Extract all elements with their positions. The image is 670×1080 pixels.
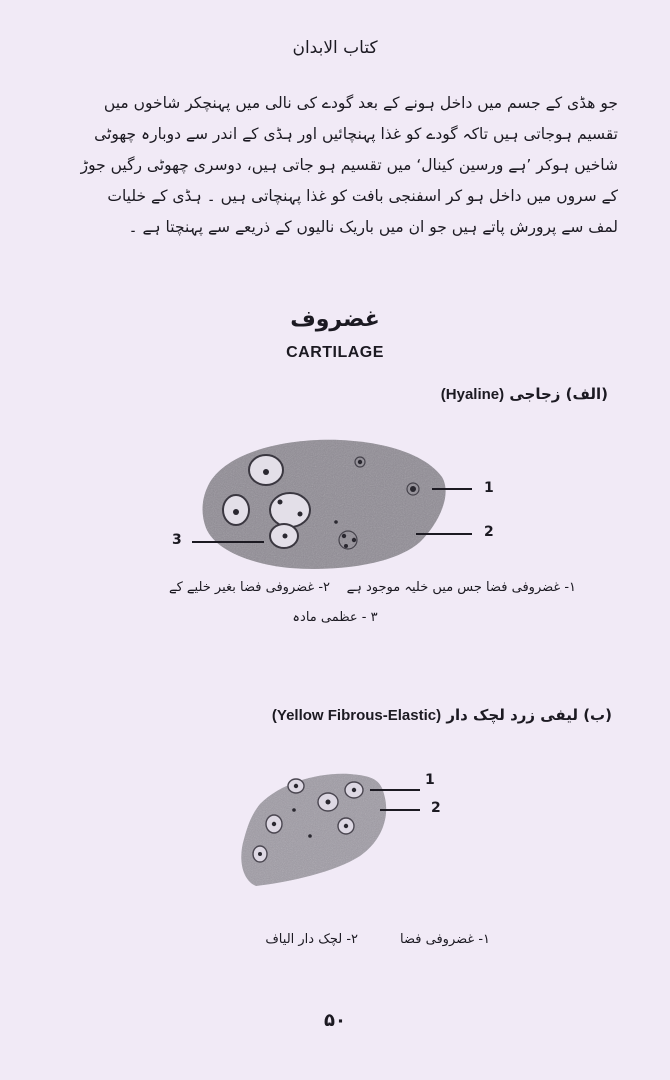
hyaline-heading-english: (Hyaline): [440, 386, 505, 403]
paragraph-line: لمف سے پرورش پاتے ہیں جو ان میں باریک نالیوں کے ذریعے سے پہنچتا ہے ۔: [128, 218, 618, 236]
section-title-urdu: غضروف: [290, 307, 380, 332]
hyaline-heading-urdu: (الف) زجاجی: [509, 385, 608, 403]
elastic-figure-label-1: 1: [425, 772, 435, 788]
section-title-english: CARTILAGE: [286, 344, 384, 361]
elastic-cartilage-illustration: [230, 764, 440, 894]
hyaline-caption-1: ۱- غضروفی فضا جس میں خلیہ موجود ہے: [346, 580, 576, 595]
hyaline-caption-3: ۳ - عظمی مادہ: [292, 610, 378, 625]
hyaline-caption-2: ۲- غضروفی فضا بغیر خلیے کے: [168, 580, 330, 595]
figure-label-1: 1: [484, 480, 494, 496]
hyaline-cartilage-illustration: [170, 432, 490, 582]
elastic-figure-label-2: 2: [431, 800, 441, 816]
elastic-caption-1: ۱- غضروفی فضا: [400, 932, 490, 947]
figure-label-3: 3: [172, 532, 182, 548]
elastic-caption-2: ۲- لچک دار الیاف: [265, 932, 358, 947]
running-header: كتاب الابدان: [292, 38, 378, 58]
paragraph-line: کے سروں میں داخل ہو کر اسفنجی بافت کو غذا پہنچاتی ہیں ۔ ہڈی کے خلیات: [107, 187, 618, 205]
elastic-heading-english: (Yellow Fibrous-Elastic): [271, 707, 442, 724]
paragraph-line: تقسیم ہوجاتی ہیں تاکہ گودے کو غذا پہنچائیں اور ہڈی کے اندر سے دوبارہ چھوٹی: [94, 125, 618, 143]
elastic-heading-urdu: (ب) لیفی زرد لچک دار: [446, 706, 612, 724]
paragraph-line: شاخیں ہوکر ’ہے ورسین کینال‘ میں تقسیم ہو جاتی ہیں، دوسری چھوٹی رگیں جوڑ: [80, 156, 618, 174]
hyaline-heading: [441, 385, 608, 403]
page-number: ۵۰: [324, 1010, 346, 1031]
paragraph-line: جو هڈی کے جسم میں داخل ہونے کے بعد گودے کی نالی میں پہنچکر شاخوں میں: [103, 94, 618, 112]
body-paragraph: [52, 88, 618, 243]
figure-label-2: 2: [484, 524, 494, 540]
elastic-heading: [272, 706, 612, 724]
